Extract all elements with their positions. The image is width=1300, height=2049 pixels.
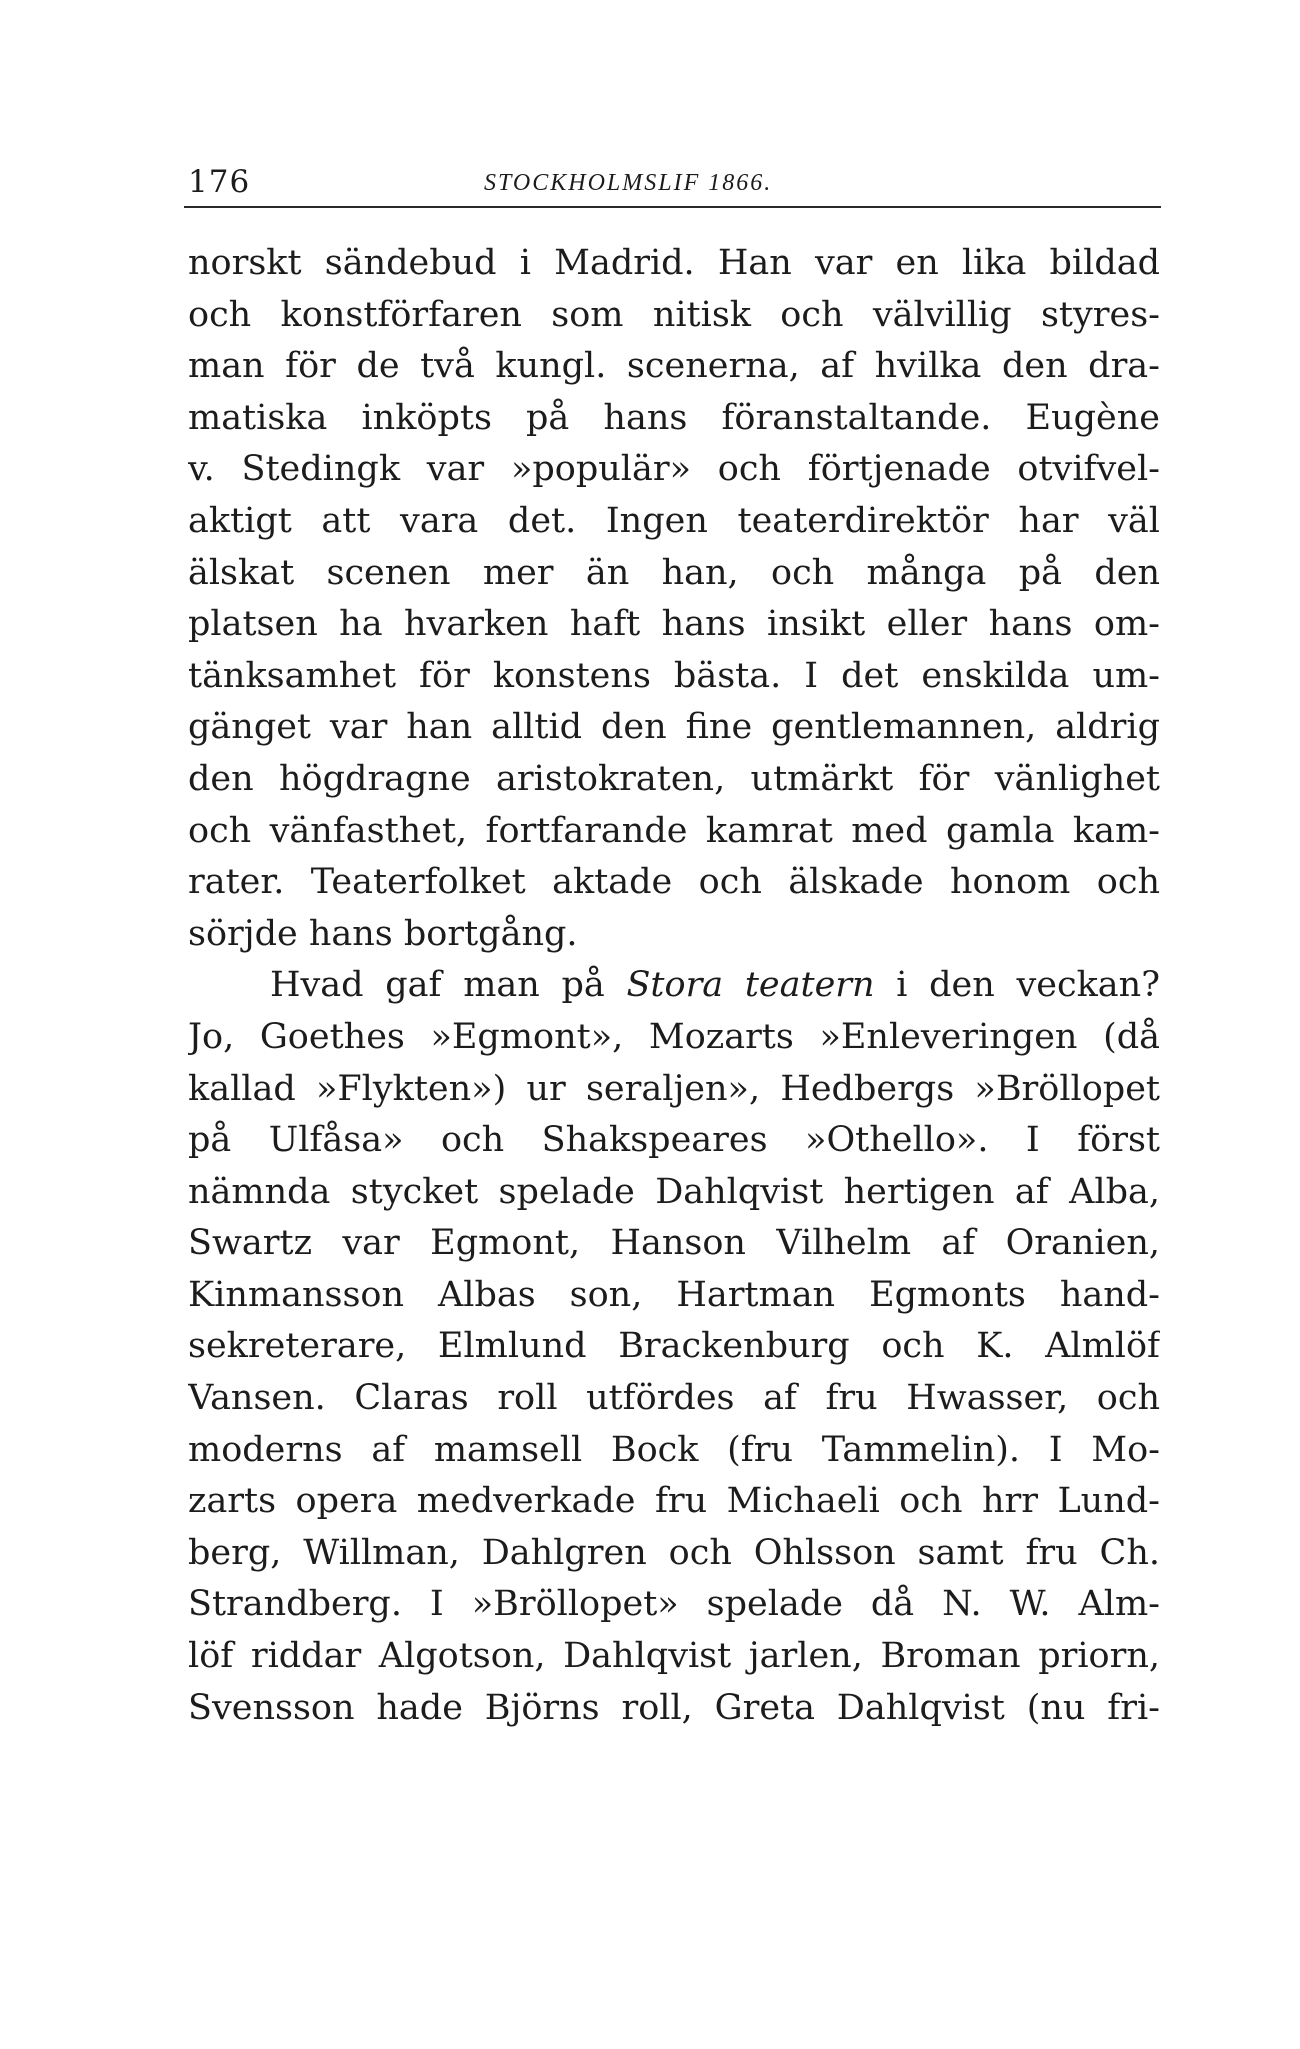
text-line: v. Stedingk var »populär» och förtjenade otvifvel- [188,449,1160,490]
text-line: älskat scenen mer än han, och många på den [188,552,1160,593]
header-rule [184,206,1161,208]
text-line: nämnda stycket spelade Dahlqvist hertigen af Alba, [188,1171,1160,1212]
text-line: gänget var han alltid den fine gentlemannen, aldrig [188,707,1160,748]
text-run: i den veckan? [874,965,1160,1006]
text-line: man för de två kungl. scenerna, af hvilka den dra- [188,346,1160,387]
text-line: tänksamhet för konstens bästa. I det enskilda um- [188,655,1160,696]
text-line-paragraph-end: sörjde hans bortgång. [188,913,578,954]
text-line: och vänfasthet, fortfarande kamrat med gamla kam- [188,810,1160,851]
running-title: STOCKHOLMSLIF 1866. [484,170,773,196]
text-line: kallad »Flykten») ur seraljen», Hedbergs »Bröllopet [188,1068,1160,1109]
text-line: zarts opera medverkade fru Michaeli och hrr Lund- [188,1481,1160,1522]
text-line: och konstförfaren som nitisk och välvillig styres- [188,294,1160,335]
text-line: den högdragne aristokraten, utmärkt för vänlighet [188,758,1160,799]
text-line: aktigt att vara det. Ingen teaterdirektör har väl [188,500,1160,541]
text-line: moderns af mamsell Bock (fru Tammelin). I Mo- [188,1429,1160,1470]
text-line: berg, Willman, Dahlgren och Ohlsson samt fru Ch. [188,1532,1160,1573]
text-line: Strandberg. I »Bröllopet» spelade då N. W. Alm- [188,1584,1160,1625]
text-run: Hvad gaf man på [270,965,627,1006]
body-text [188,238,1160,1734]
running-head [184,160,1159,208]
text-line: Vansen. Claras roll utfördes af fru Hwasser, och [188,1378,1160,1419]
text-line: Jo, Goethes »Egmont», Mozarts »Enleveringen (då [188,1016,1160,1057]
text-line: Svensson hade Björns roll, Greta Dahlqvist (nu fri- [188,1687,1160,1728]
italic-run: Stora teatern [626,965,875,1006]
page-number: 176 [188,164,251,200]
text-line: rater. Teaterfolket aktade och älskade honom och [188,862,1160,903]
text-line-paragraph-start [188,960,1160,1012]
text-line: platsen ha hvarken haft hans insikt eller hans om- [188,604,1160,645]
text-line: Swartz var Egmont, Hanson Vilhelm af Oranien, [188,1223,1160,1264]
text-line: norskt sändebud i Madrid. Han var en lika bildad [188,243,1160,283]
text-line: sekreterare, Elmlund Brackenburg och K. Almlöf [188,1326,1160,1367]
text-line: på Ulfåsa» och Shakspeares »Othello». I först [188,1120,1160,1161]
text-line: löf riddar Algotson, Dahlqvist jarlen, Broman priorn, [188,1636,1160,1677]
text-line: Kinmansson Albas son, Hartman Egmonts hand- [188,1274,1160,1315]
text-line: matiska inköpts på hans föranstaltande. Eugène [188,397,1160,438]
